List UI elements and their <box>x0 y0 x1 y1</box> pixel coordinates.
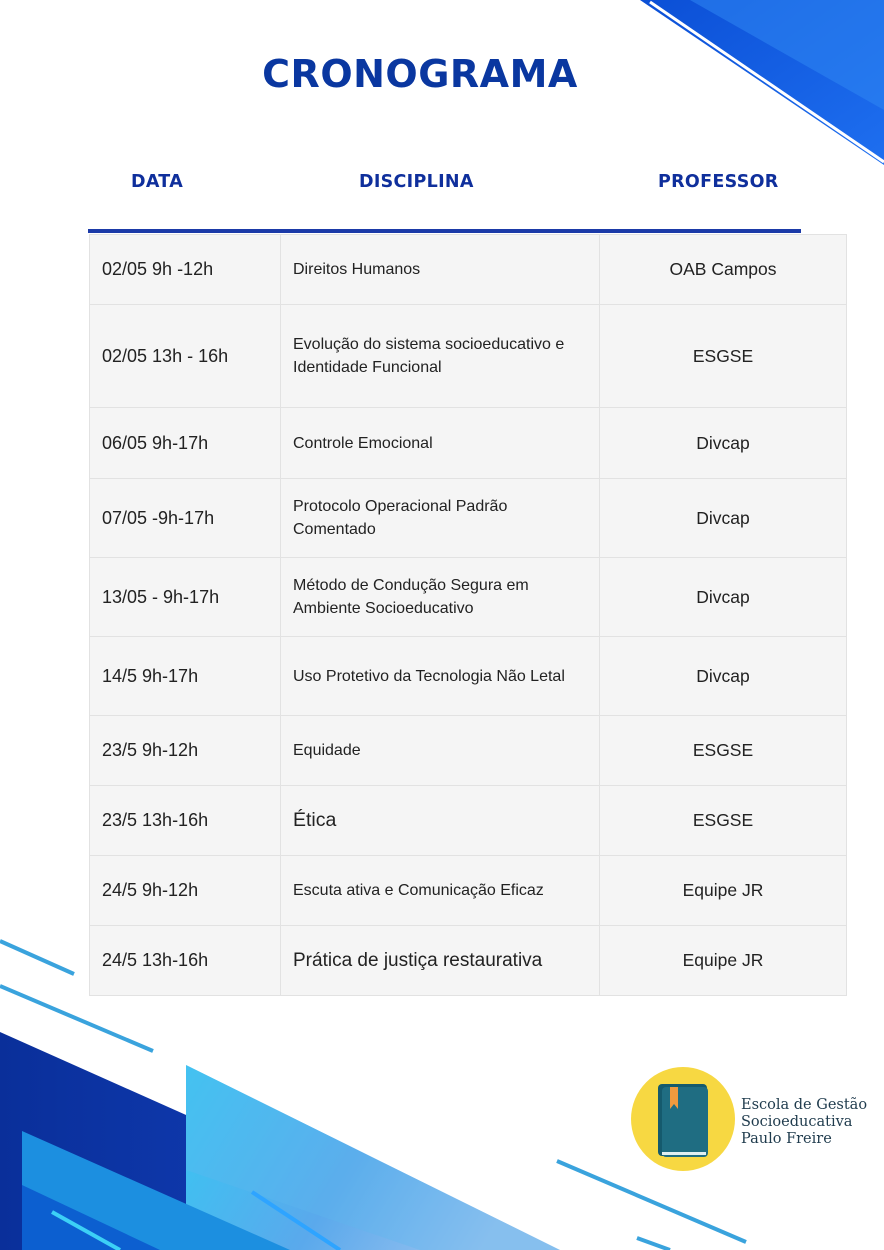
cell-date: 24/5 9h-12h <box>90 856 281 926</box>
school-name <box>741 1097 867 1148</box>
cell-discipline: Método de Condução Segura em Ambiente Socioeducativo <box>281 558 600 637</box>
school-name-line-1: Escola de Gestão <box>741 1097 868 1113</box>
cell-discipline: Evolução do sistema socioeducativo e Identidade Funcional <box>281 305 600 408</box>
table-row <box>90 856 847 926</box>
table-row <box>90 637 847 716</box>
cell-date: 13/05 - 9h-17h <box>90 558 281 637</box>
cell-date: 24/5 13h-16h <box>90 926 281 996</box>
cell-discipline: Uso Protetivo da Tecnologia Não Letal <box>281 637 600 716</box>
table-row <box>90 479 847 558</box>
cell-professor: Divcap <box>600 408 847 479</box>
school-name-line-2: Socioeducativa <box>741 1114 853 1130</box>
cell-professor: Divcap <box>600 558 847 637</box>
cell-date: 07/05 -9h-17h <box>90 479 281 558</box>
cell-professor: Equipe JR <box>600 856 847 926</box>
cell-discipline: Prática de justiça restaurativa <box>281 926 600 996</box>
cell-discipline: Equidade <box>281 716 600 786</box>
book-icon <box>658 1084 708 1157</box>
header-rule <box>88 229 801 233</box>
column-header-discipline: DISCIPLINA <box>359 172 474 192</box>
cell-date: 14/5 9h-17h <box>90 637 281 716</box>
cell-professor: ESGSE <box>600 305 847 408</box>
schedule-table <box>89 234 847 996</box>
cell-date: 02/05 9h -12h <box>90 235 281 305</box>
cell-professor: ESGSE <box>600 716 847 786</box>
cell-professor: Divcap <box>600 479 847 558</box>
table-row <box>90 926 847 996</box>
cell-professor: OAB Campos <box>600 235 847 305</box>
cell-professor: Divcap <box>600 637 847 716</box>
table-row <box>90 305 847 408</box>
table-row <box>90 786 847 856</box>
school-logo <box>631 1067 735 1171</box>
cell-discipline: Controle Emocional <box>281 408 600 479</box>
cell-professor: Equipe JR <box>600 926 847 996</box>
table-row <box>90 558 847 637</box>
cell-date: 02/05 13h - 16h <box>90 305 281 408</box>
cell-discipline: Escuta ativa e Comunicação Eficaz <box>281 856 600 926</box>
cell-date: 23/5 9h-12h <box>90 716 281 786</box>
column-header-professor: PROFESSOR <box>658 172 779 192</box>
column-header-date: DATA <box>131 172 184 192</box>
cell-discipline: Protocolo Operacional Padrão Comentado <box>281 479 600 558</box>
stripe-left-1 <box>0 941 74 974</box>
cell-discipline: Ética <box>281 786 600 856</box>
table-row <box>90 716 847 786</box>
table-row <box>90 408 847 479</box>
cell-date: 06/05 9h-17h <box>90 408 281 479</box>
school-name-line-3: Paulo Freire <box>741 1131 832 1147</box>
cell-professor: ESGSE <box>600 786 847 856</box>
stripe-right-1 <box>557 1161 746 1242</box>
page-title: CRONOGRAMA <box>262 52 578 96</box>
stripe-right-2 <box>637 1238 670 1250</box>
cell-date: 23/5 13h-16h <box>90 786 281 856</box>
cell-discipline: Direitos Humanos <box>281 235 600 305</box>
table-row <box>90 235 847 305</box>
